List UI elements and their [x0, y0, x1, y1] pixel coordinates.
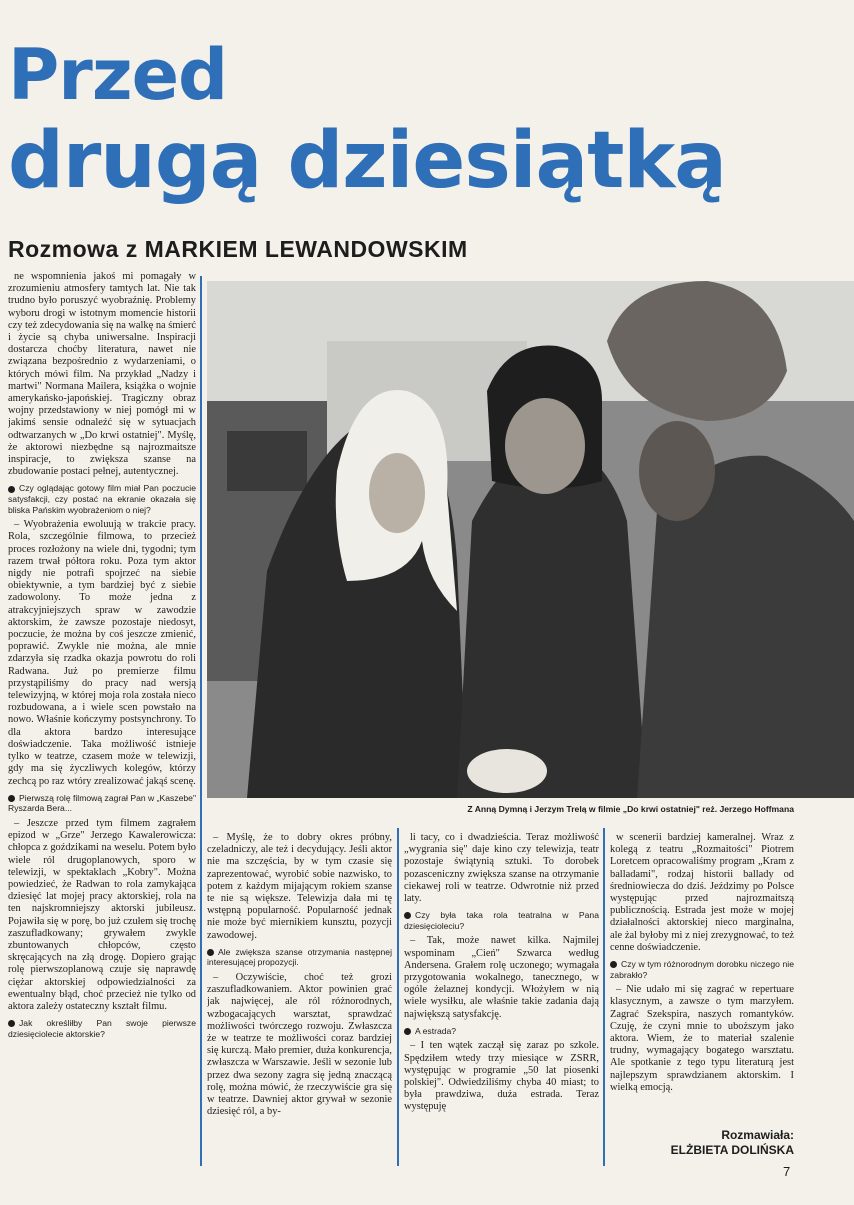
interview-answer [8, 519, 196, 787]
paragraph-text: ne wspomnienia jakoś mi pomagały w zrozumieniu atmosfery tamtych lat. Nie tak trudno było poruszyć wyobraźnię. Problemy wyboru drogi w istotnym momencie historii czy też zdecydowania się na walkę na śmierć i życie są chyba uniwersalne. Inspiracji dostarcza choćby literatura, nawet nie związana bezpośrednio z wydarzeniami, o których mówi film. Na przykład „Nadzy i martwi" Normana Mailera, książka o wojnie amerykańsko-japońskiej. Tragiczny obraz wojny przedstawiony w niej pomógł mi w jakimś sensie odnaleźć się w sytuacjach odtwarzanych w „Do krwi ostatniej". Myślę, że aktorowi niezbędne są najrozmaitsze inspiracje, to zwiększa szanse na zbudowanie postaci pełnej, autentycznej. [8, 271, 196, 478]
paragraph-text: – Jeszcze przed tym filmem zagrałem epizod w „Grze" Jerzego Kawalerowicza: chłopca z goździkami na weselu. Potem było wiele ról drugoplanowych, sporo w telewizji, w spektaklach „Kobry". Można powiedzieć, że Radwan to rola zamykająca dziesięć lat mojej pracy aktorskiej, rola na ten najskromniejszy aktorski jubileusz. Pojawiła się w porę, bo już czułem się trochę zaszufladkowany; grywałem zwykle zbuntowanych chłopców, często skręcających na złą drogę. Dopiero grając rolę pierwszoplanową czuje się naprawdę ciężar aktorskiej odpowiedzialności za ewentualny błąd, choć przecież nie tylko od aktora zależy ostateczny kształt filmu. [8, 817, 196, 1012]
title-line-1: Przed [8, 34, 228, 116]
column-rule-2 [397, 828, 399, 1166]
column-rule-3 [603, 828, 605, 1166]
interview-answer [404, 935, 599, 1020]
interview-question [8, 483, 196, 515]
interview-question [8, 793, 196, 814]
paragraph-text: Czy w tym różnorodnym dorobku niczego nie zabrakło? [610, 959, 794, 980]
bullet-icon [207, 949, 214, 956]
photo-illustration [207, 281, 854, 798]
credit-label: Rozmawiała: [721, 1128, 794, 1142]
paragraph-text: – I ten wątek zaczął się zaraz po szkole. Spędziłem wtedy trzy miesiące w ZSRR, występując w programie „50 lat piosenki polskiej". Odwiedziliśmy chyba 40 miast; to była prawdziwa, duża estrada. Teraz występuję [404, 1040, 599, 1113]
interview-answer [8, 271, 196, 478]
bullet-icon [8, 486, 15, 493]
bullet-icon [404, 912, 411, 919]
bullet-icon [8, 1020, 15, 1027]
paragraph-text: – Tak, może nawet kilka. Najmilej wspominam „Cień" Szwarca według Andersena. Grałem rolę uczonego; wymagała przygotowania wokalnego, tanecznego, w ogóle żelaznej kondycji. Włożyłem w nią wiele wysiłku, ale właśnie takie zadania dają największą satysfakcję. [404, 935, 599, 1020]
interview-question [404, 910, 599, 931]
interview-answer [8, 818, 196, 1013]
paragraph-text: – Oczywiście, choć też grozi zaszufladkowaniem. Aktor powinien grać jak najwięcej, ale ról różnorodnych, wzbogacających warsztat, sprawdzać możliwości twórczego rozwoju. Zwłaszcza że w teatrze te możliwości coraz bardziej się kurczą. Mało premier, duża konkurencja, zwłaszcza w Warszawie. Jeśli w sezonie lub przez dwa sezony zagra się jedną znaczącą rolę, można mówić, że rzeczywiście gra się w teatrze. Dawniej aktor grywał w sezonie dziesięć ról, a by- [207, 972, 392, 1118]
interview-answer [404, 832, 599, 905]
paragraph-text: li tacy, co i dwadzieścia. Teraz możliwość „wygrania się" daje kino czy telewizja, teatr pozostaje świątynią sztuki. To dorobek pozasceniczny zwiększa szanse na otrzymanie ciekawej roli w teatrze. Odwrotnie niż przed laty. [404, 832, 599, 905]
interview-question [207, 947, 392, 968]
paragraph-text: – Nie udało mi się zagrać w repertuare klasycznym, a zawsze o tym marzyłem. Zagrać Szekspira, naszych romantyków. Czuję, że czyni mnie to uboższym jako aktora. Wiem, że to materiał szalenie trudny, wymagający bogatego warsztatu. Ale spotkanie z tego typu literaturą jest najlepszym sprawdzianem aktorskim. I wielką emocją. [610, 984, 794, 1093]
paragraph-text: Czy była taka rola teatralna w Pana dziesięcioleciu? [404, 910, 599, 931]
interview-question [610, 959, 794, 980]
column-rule-1 [200, 276, 202, 1166]
interview-answer [404, 1040, 599, 1113]
film-still-photo [207, 281, 854, 798]
paragraph-text: Pierwszą rolę filmową zagrał Pan w „Kaszebe" Ryszarda Bera... [8, 792, 196, 814]
column-4 [610, 832, 794, 1132]
interview-question [404, 1026, 599, 1037]
paragraph-text: Ale zwiększa szanse otrzymania następnej interesującej propozycji. [207, 946, 392, 968]
bullet-icon [610, 961, 617, 968]
credit-name: ELŻBIETA DOLIŃSKA [670, 1143, 794, 1157]
paragraph-text: – Myślę, że to dobry okres próbny, czeladniczy, ale też i decydujący. Jeśli aktor nie ma szczęścia, by w tym czasie się zaprezentować, wyrobić sobie nazwisko, to potem z każdym mijającym rokiem szanse te nie są większe. Telewizja dała mi tę wstępną popularność. Popularność jednak nie może być miernikiem kunsztu, pozycji zawodowej. [207, 832, 392, 941]
paragraph-text: Jak określiłby Pan swoje pierwsze dziesięciolecie aktorskie? [8, 1018, 196, 1039]
interview-answer [207, 972, 392, 1118]
column-1 [8, 271, 196, 1171]
paragraph-text: Czy oglądając gotowy film miał Pan poczucie satysfakcji, czy postać na ekranie okazała się bliska Pańskim wyobrażeniom o niej? [8, 483, 196, 515]
title-line-2: drugą dziesiątką [8, 116, 726, 206]
photo-caption: Z Anną Dymną i Jerzym Trelą w filmie „Do krwi ostatniej" reż. Jerzego Hoffmana [467, 804, 794, 814]
column-2 [207, 832, 392, 1162]
interview-question [8, 1018, 196, 1039]
bullet-icon [404, 1028, 411, 1035]
column-3 [404, 832, 599, 1162]
paragraph-text: A estrada? [415, 1025, 457, 1036]
paragraph-text: – Wyobrażenia ewoluują w trakcie pracy. Rola, szczególnie filmowa, to przecież proces rozłożony na wiele dni, tygodni; tym razem trwał półtora roku. Poza tym aktor nigdy nie potrafi spojrzeć na siebie obiektywnie, a tym bardziej być z siebie zadowolony. To może jedna z atrakcyjniejszych spraw w zawodzie aktorskim, że zawsze pozostaje niedosyt, poczucie, że można by coś jeszcze zmienić, poprawić. Zwykle nie można, ale mnie zdarzyła się rzadka okazja powrotu do roli Radwana. Już po premierze filmu przystąpiliśmy do pracy nad wersją telewizyjną, w której moja rola została nieco rozbudowana, a i wiele scen powstało na nowo. Właśnie kończymy postsynchrony. To dla aktora bardzo interesujące doświadczenie. Taka możliwość istnieje tylko w teatrze, czasem może w telewizji, gdy ma się życzliwych kolegów, którzy zechcą po raz wtóry zrealizować jakąś scenę. [8, 519, 196, 787]
paragraph-text: w scenerii bardziej kameralnej. Wraz z kolegą z teatru „Rozmaitości" Piotrem Loretcem opracowaliśmy program „Kram z balladami", rodzaj historii ballady od średniowiecza do dziś. Jeździmy po Polsce występując przed najrozmaitszą publicznością. Estrada jest może w mojej działalności aktorskiej nieco marginalna, ale żal byłoby mi z niej zrezygnować, to też cenne doświadczenie. [610, 832, 794, 953]
interview-answer [610, 984, 794, 1094]
subtitle: Rozmowa z MARKIEM LEWANDOWSKIM [8, 236, 468, 262]
bullet-icon [8, 795, 15, 802]
interview-answer [207, 832, 392, 942]
interview-answer [610, 832, 794, 954]
page-number: 7 [783, 1164, 791, 1179]
